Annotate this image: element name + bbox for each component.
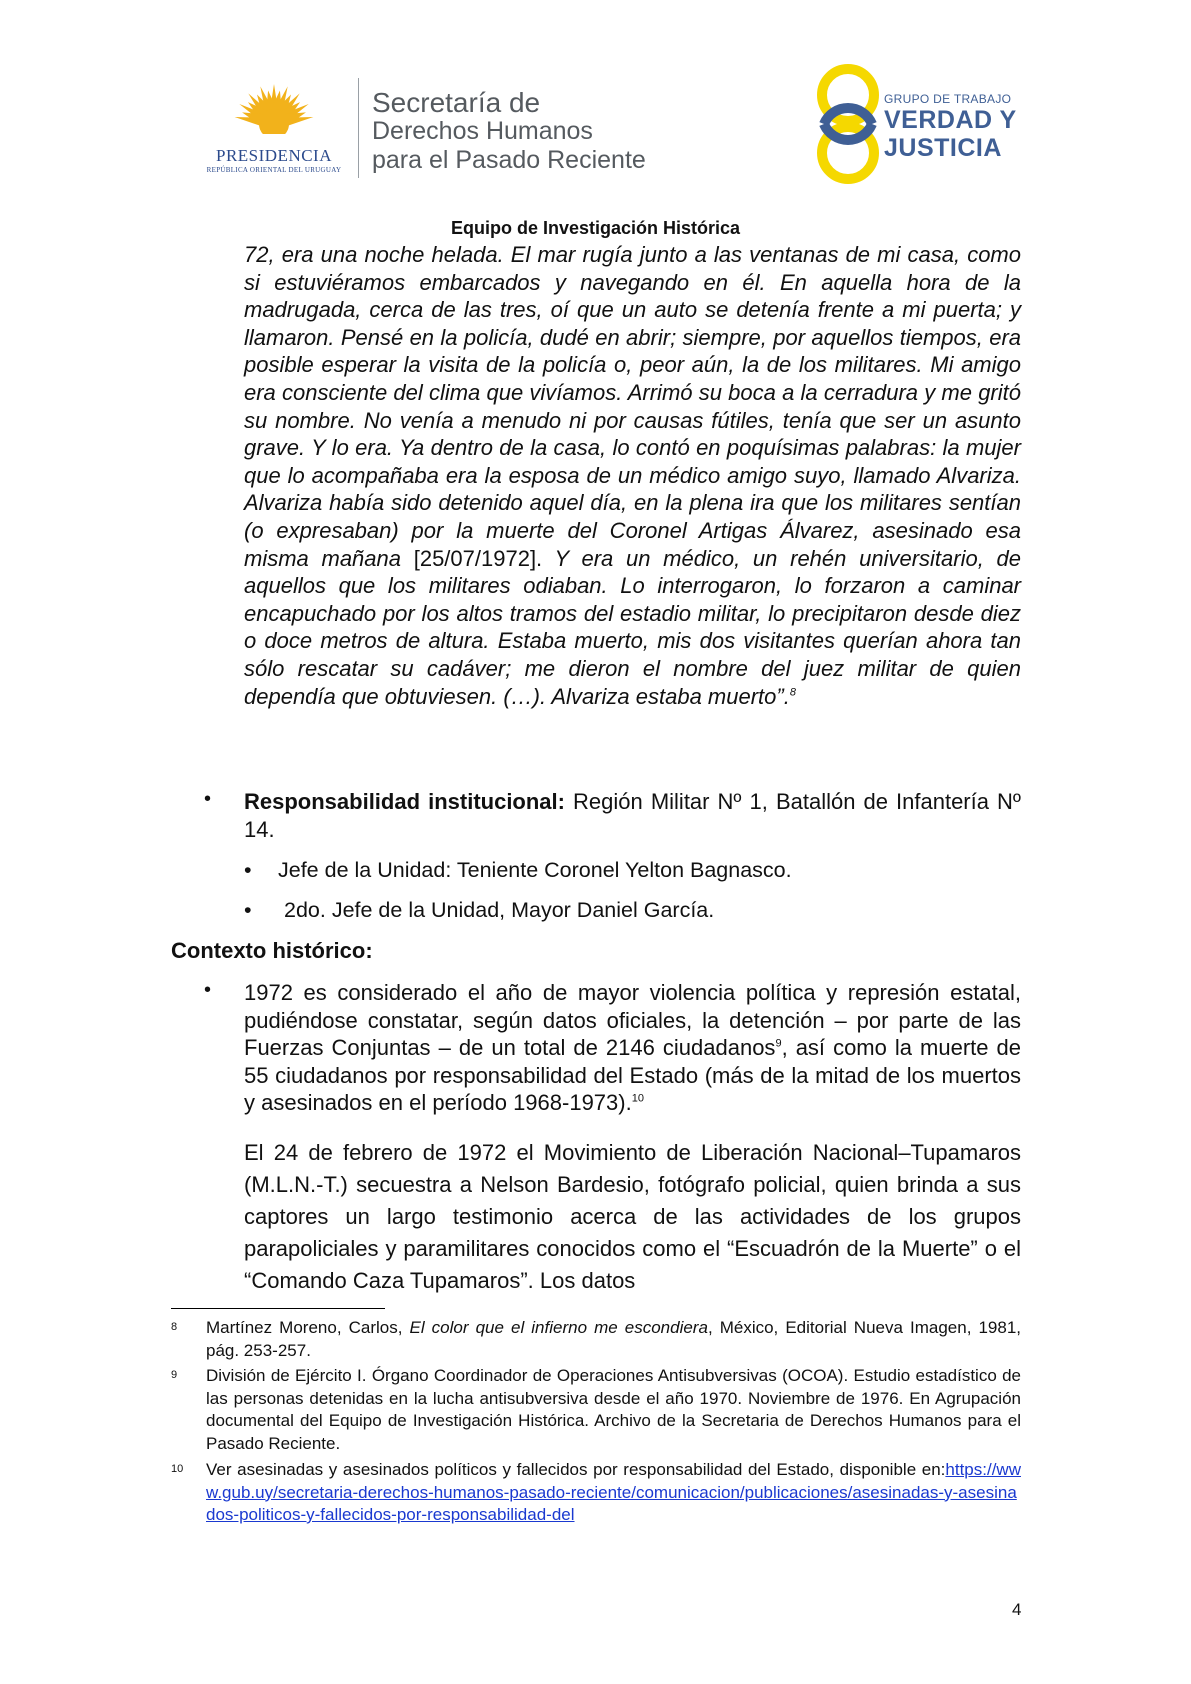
bullet-icon: • (244, 898, 252, 922)
footnote-10 (171, 1459, 1021, 1551)
testimony-quote (244, 241, 1021, 710)
footnote-10-text: Ver asesinadas y asesinados políticos y fallecidos por responsabilidad del Estado, disponible en: (206, 1460, 946, 1479)
verdad-justicia-rings-logo (810, 62, 886, 188)
footnote-9 (171, 1365, 1021, 1457)
footnote-ref-9[interactable]: 9 (775, 1037, 782, 1050)
footnote-ref-10[interactable]: 10 (631, 1093, 644, 1106)
contexto-item (204, 979, 1021, 1119)
contexto-text-a: 1972 es considerado el año de mayor violencia política y represión estatal, pudiéndose constatar, según datos oficiales, la detención – por parte de las Fuerzas Conjuntas – de un total de 2146 ciudadanos (244, 980, 1021, 1061)
secretaria-line1: Secretaría de (372, 87, 541, 118)
sub-bullet-segundo-jefe-text: 2do. Jefe de la Unidad, Mayor Daniel García. (284, 898, 715, 922)
secretaria-line2: Derechos Humanos (372, 117, 593, 145)
secretaria-line3: para el Pasado Reciente (372, 146, 646, 174)
sub-bullet-jefe-text: Jefe de la Unidad: Teniente Coronel Yelton Bagnasco. (278, 858, 792, 882)
footnote-8-author: Martínez Moreno, Carlos, (206, 1318, 410, 1337)
responsabilidad-text: Región Militar Nº 1, Batallón de Infantería Nº 14. (244, 789, 1021, 842)
vyj-small-title: GRUPO DE TRABAJO (884, 92, 1012, 106)
footnote-8 (171, 1317, 1021, 1363)
secretaria-wordmark (372, 88, 646, 175)
logo-divider (358, 78, 359, 178)
page-number: 4 (1012, 1600, 1022, 1619)
quote-text-a: 72, era una noche helada. El mar rugía junto a las ventanas de mi casa, como si estuviéramos embarcados y navegando en él. En aquella hora de la madrugada, cerca de las tres, oí que un auto se detenía frente a mi puerta; y llamaron. Pensé en la policía, dudé en abrir; siempre, por aquellos tiempos, era posible esperar la visita de la policía o, peor aún, la de los militares. Mi amigo era consciente del clima que vivíamos. Arrimó su boca a la cerradura y me gritó su nombre. No venía a menudo ni por causas fútiles, tenía que ser un asunto grave. Y lo era. Ya dentro de la casa, lo contó en poquísimas palabras: la mujer que lo acompañaba era la esposa de un médico amigo suyo, llamado Alvariza. Alvariza había sido detenido aquel día, en la plena ira que los militares sentían (o expresaban) por la muerte del Coronel Artigas Álvarez, asesinado esa misma mañana (244, 242, 1021, 571)
running-header: Equipo de Investigación Histórica (450, 218, 741, 238)
presidencia-subtitle: REPÚBLICA ORIENTAL DEL URUGUAY (206, 166, 342, 174)
bullet-icon: • (204, 979, 212, 1001)
responsabilidad-label: Responsabilidad institucional: (244, 789, 565, 814)
footnote-8-publisher: , México, Editorial Nueva Imagen, 1981, pág. 253-257. (206, 1318, 1022, 1360)
footnote-number: 9 (171, 1369, 178, 1381)
footnote-9-text: División de Ejército I. Órgano Coordinador de Operaciones Antisubversivas (OCOA). Estudio estadístico de las personas detenidas en la lucha antisubversiva desde el año 1970. Noviembre de 1976. En Agrupación documental del Equipo de Investigación Histórica. Archivo de la Secretaria de Derechos Humanos para el Pasado Reciente. (206, 1366, 1021, 1453)
section-heading-contexto: Contexto histórico: (171, 938, 373, 963)
footnote-ref-8[interactable]: 8 (789, 686, 796, 699)
footnote-number: 8 (171, 1321, 178, 1333)
contexto-paragraph-bardesio: El 24 de febrero de 1972 el Movimiento de Liberación Nacional–Tupamaros (M.L.N.-T.) secuestra a Nelson Bardesio, fotógrafo policial, quien brinda a sus captores un largo testimonio acerca de las actividades de los grupos parapoliciales y paramilitares conocidos como el “Escuadrón de la Muerte” o el “Comando Caza Tupamaros”. Los datos (244, 1140, 1021, 1293)
footnote-number: 10 (171, 1463, 184, 1475)
footnote-8-title: El color que el infierno me escondiera (409, 1318, 708, 1337)
bullet-icon: • (244, 858, 252, 882)
presidencia-wordmark: PRESIDENCIA (215, 146, 332, 165)
vyj-line2: JUSTICIA (884, 134, 1002, 162)
vyj-line1: VERDAD Y (884, 106, 1017, 134)
verdad-justicia-wordmark (884, 92, 1017, 162)
responsabilidad-item (204, 788, 1021, 844)
bullet-icon: • (204, 788, 212, 810)
footnote-separator (171, 1308, 385, 1309)
contexto-text-b: , así como la muerte de 55 ciudadanos por responsabilidad del Estado (más de la mitad de los muertos y asesinados en el período 1968-1973). (244, 1035, 1022, 1116)
quote-date: [25/07/1972]. (413, 545, 543, 571)
quote-text-b: Y era un médico, un rehén universitario, de aquellos que los militares odiaban. Lo interrogaron, lo forzaron a caminar encapuchado por los altos tramos del estadio militar, lo precipitaron desde diez o doce metros de altura. Estaba muerto, mis dos visitantes querían ahora tan sólo rescatar su cadáver; me dieron el nombre del juez militar de quien dependía que obtuviesen. (…). Alvariza estaba muerto”. (244, 545, 1021, 709)
footnote-10-link[interactable]: https://www.gub.uy/secretaria-derechos-humanos-pasado-reciente/comunicacion/publicaciones/asesinadas-y-asesinados-politicos-y-fallecidos-por-responsabilidad-del (206, 1460, 1021, 1524)
